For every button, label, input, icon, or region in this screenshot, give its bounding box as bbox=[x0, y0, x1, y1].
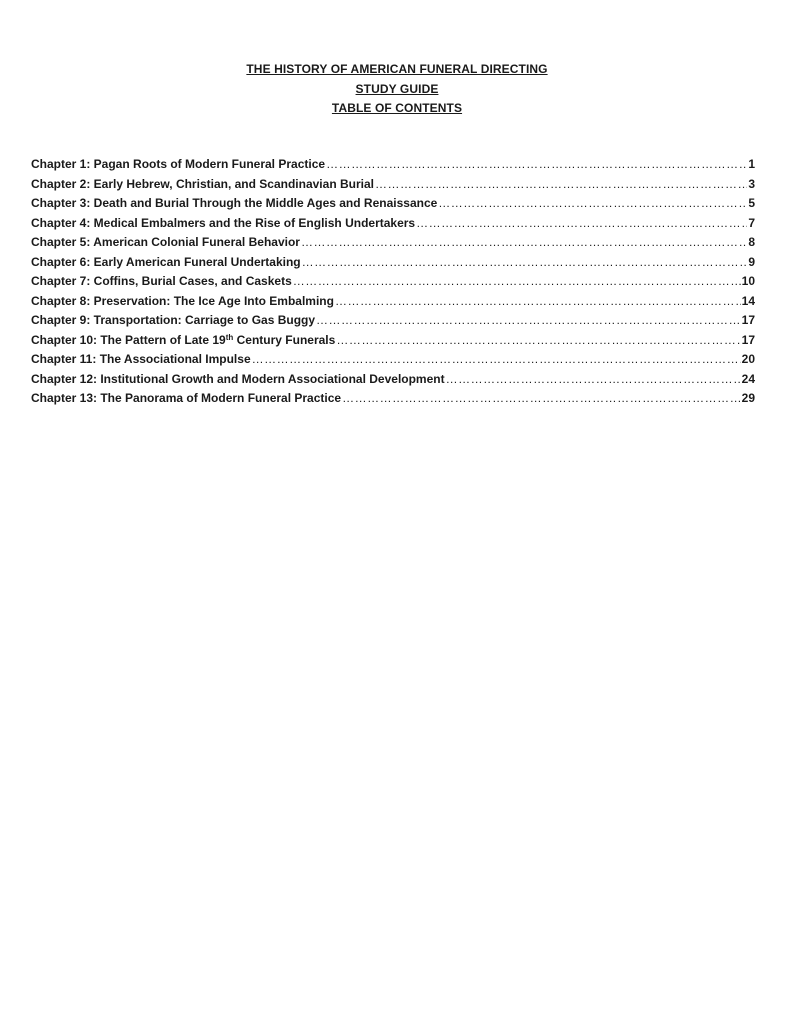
toc-entry-title: Chapter 3: Death and Burial Through the Middle Ages and Renaissance bbox=[31, 196, 438, 210]
toc-entry-chapter-9 bbox=[31, 313, 755, 333]
toc-entry-title: Chapter 4: Medical Embalmers and the Rise of English Undertakers bbox=[31, 215, 416, 230]
toc-leader-dots bbox=[316, 313, 741, 327]
toc-entry-page: 1 bbox=[748, 157, 755, 171]
toc-entry-chapter-5 bbox=[31, 235, 755, 255]
toc-entry-title-part: Chapter 10: The Pattern of Late 19 bbox=[31, 332, 226, 347]
toc-leader-dots bbox=[336, 333, 740, 347]
toc-entry-chapter-3 bbox=[31, 196, 755, 216]
toc-entry-chapter-1 bbox=[31, 157, 755, 177]
toc-leader-dots bbox=[302, 255, 748, 269]
toc-entry-chapter-8 bbox=[31, 294, 755, 314]
document-title: THE HISTORY OF AMERICAN FUNERAL DIRECTING bbox=[246, 62, 548, 76]
toc-entry-chapter-7 bbox=[31, 274, 755, 294]
toc-entry-page: 24 bbox=[741, 371, 755, 386]
toc-entry-page: 17 bbox=[741, 313, 755, 327]
toc-entry-page: 5 bbox=[748, 196, 755, 210]
toc-entry-title: Chapter 7: Coffins, Burial Cases, and Caskets bbox=[31, 274, 292, 288]
toc-leader-dots bbox=[375, 177, 747, 191]
toc-entry-page: 20 bbox=[741, 352, 755, 366]
toc-entry-title: Chapter 6: Early American Funeral Undertaking bbox=[31, 254, 301, 269]
toc-entry-page: 7 bbox=[748, 215, 755, 230]
toc-entry-title: Chapter 5: American Colonial Funeral Behavior bbox=[31, 235, 300, 249]
toc-entry-chapter-6 bbox=[31, 255, 755, 275]
toc-entry-page: 10 bbox=[741, 274, 755, 288]
toc-entry-chapter-4 bbox=[31, 216, 755, 236]
toc-entry-page: 14 bbox=[741, 293, 755, 308]
toc-leader-dots bbox=[252, 352, 741, 366]
toc-leader-dots bbox=[416, 216, 747, 230]
toc-entry-chapter-10 bbox=[31, 333, 755, 353]
document-header bbox=[0, 60, 794, 119]
toc-leader-dots bbox=[335, 294, 741, 308]
toc-leader-dots bbox=[438, 196, 747, 210]
toc-entry-title: Chapter 12: Institutional Growth and Modern Associational Development bbox=[31, 371, 445, 386]
toc-entry-chapter-11 bbox=[31, 352, 755, 372]
toc-entry-title: Chapter 2: Early Hebrew, Christian, and Scandinavian Burial bbox=[31, 176, 374, 191]
toc-leader-dots bbox=[293, 274, 741, 288]
toc-entry-chapter-12 bbox=[31, 372, 755, 392]
toc-entry-title-part: Century Funerals bbox=[233, 332, 336, 347]
toc-leader-dots bbox=[342, 391, 741, 405]
toc-entry-page: 3 bbox=[748, 176, 755, 191]
toc-entry-title: Chapter 13: The Panorama of Modern Funeral Practice bbox=[31, 391, 342, 405]
toc-heading: TABLE OF CONTENTS bbox=[331, 101, 463, 115]
toc-entry-chapter-13 bbox=[31, 391, 755, 411]
toc-entry-page: 29 bbox=[741, 391, 755, 405]
toc-leader-dots bbox=[301, 235, 747, 249]
table-of-contents bbox=[31, 157, 755, 411]
toc-entry-page: 9 bbox=[748, 254, 755, 269]
toc-entry-page: 8 bbox=[748, 235, 755, 249]
toc-entry-title: Chapter 8: Preservation: The Ice Age Into Embalming bbox=[31, 293, 334, 308]
toc-entry-title: Chapter 9: Transportation: Carriage to Gas Buggy bbox=[31, 313, 316, 327]
toc-entry-title: Chapter 11: The Associational Impulse bbox=[31, 352, 251, 366]
toc-leader-dots bbox=[326, 157, 747, 171]
toc-entry-chapter-2 bbox=[31, 177, 755, 197]
toc-entry-page: 17 bbox=[741, 332, 755, 347]
toc-entry-title: Chapter 1: Pagan Roots of Modern Funeral Practice bbox=[31, 157, 326, 171]
toc-entry-title bbox=[31, 333, 335, 347]
toc-leader-dots bbox=[446, 372, 741, 386]
document-subtitle: STUDY GUIDE bbox=[355, 81, 439, 96]
superscript-ordinal: th bbox=[225, 332, 234, 342]
